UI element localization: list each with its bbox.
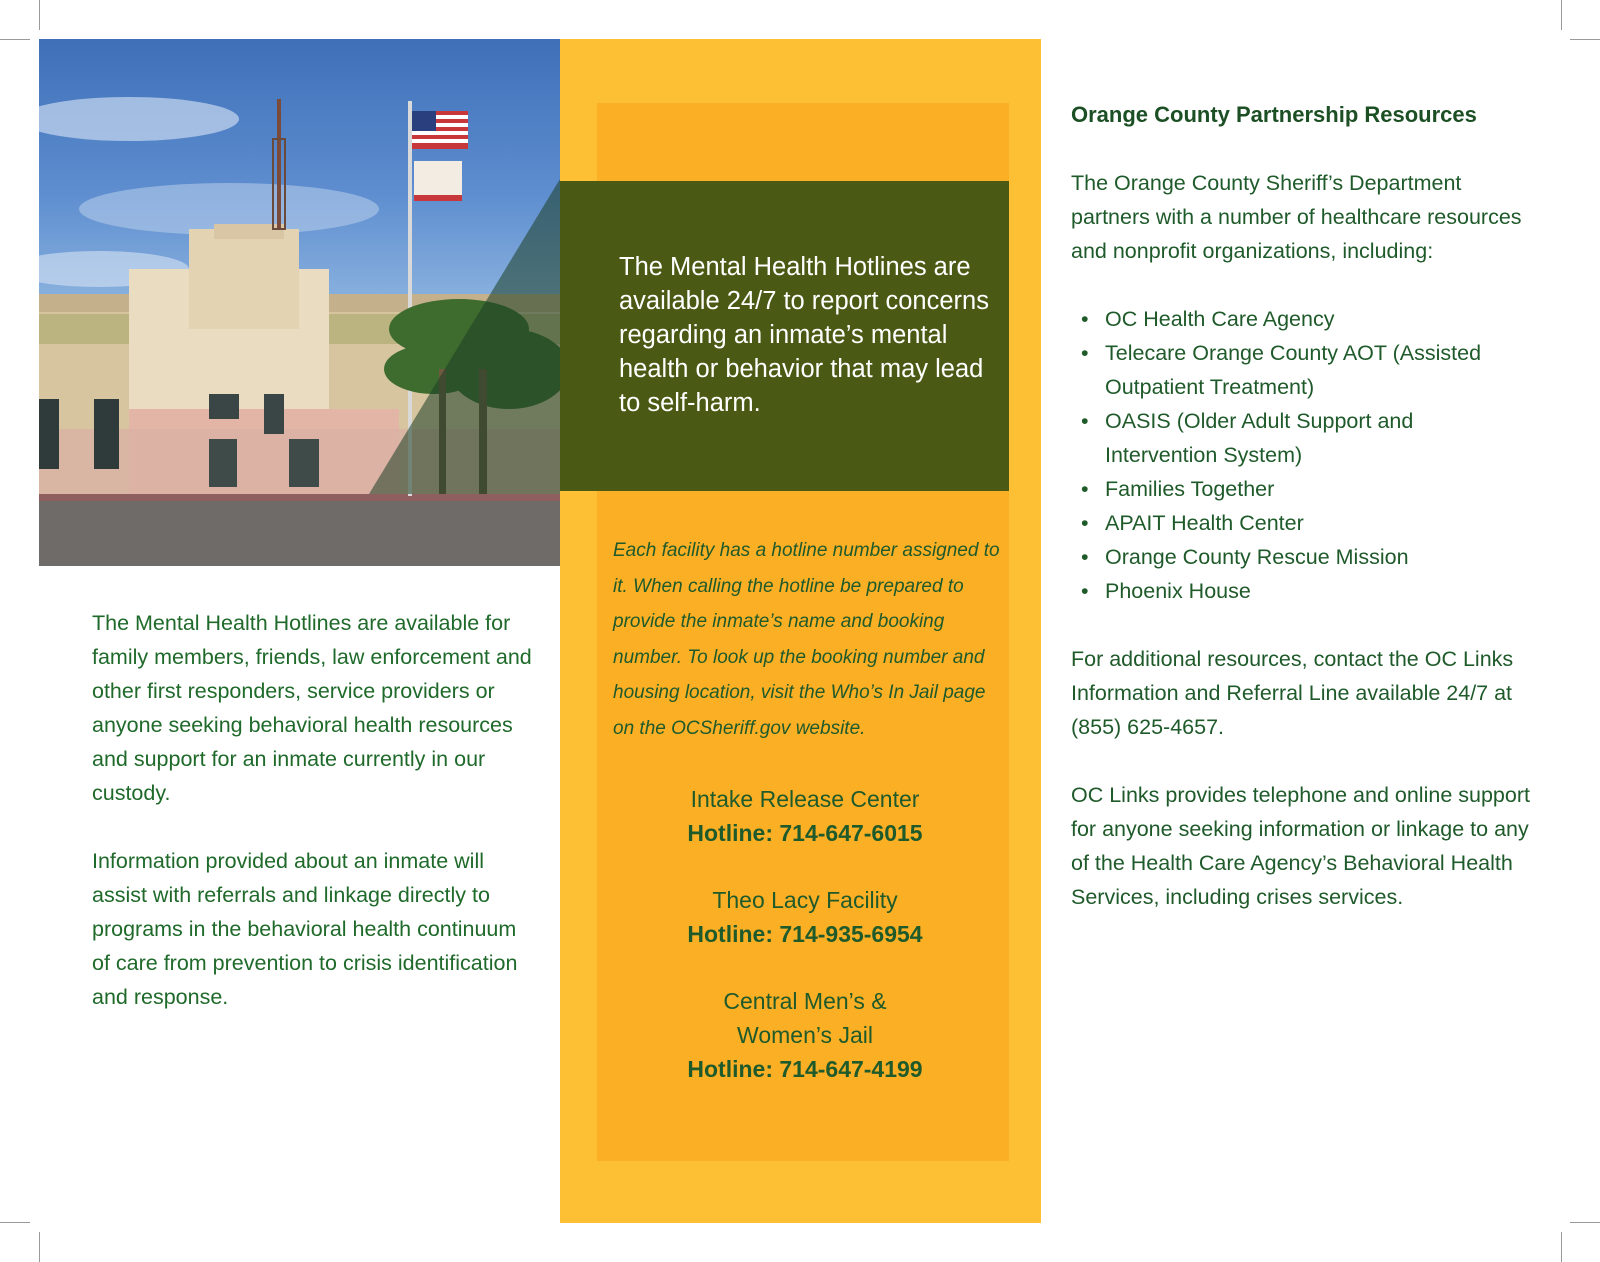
facility-name: Theo Lacy Facility [712,887,898,913]
facility-name: Central Men’s & Women’s Jail [723,988,887,1048]
crop-mark [1561,1232,1562,1262]
hotline-entry [613,883,997,951]
crop-mark [39,1232,40,1262]
facility-hotline-note: Each facility has a hotline number assigned to it. When calling the hotline be prepared to provide the inmate’s name and booking number. To look up the booking number and housing location, visit the Who’s In Jail page on the OCSheriff.gov website. [613,540,1000,739]
crop-mark [1570,1222,1600,1223]
list-item: • Orange County Rescue Mission [1105,540,1531,574]
additional-resources: For additional resources, contact the OC Links Information and Referral Line available 24/7 at (855) 625-4657. [1071,647,1514,739]
oc-links-description: OC Links provides telephone and online support for anyone seeking information or linkage to any of the Health Care Agency’s Behavioral Health Services, including crises services. [1071,783,1530,909]
hotline-number: Hotline: 714-935-6954 [687,921,923,947]
hotline-number: Hotline: 714-647-6015 [687,820,923,846]
partnership-intro: The Orange County Sheriff’s Department partners with a number of healthcare resources and nonprofit organizations, including: [1071,171,1522,263]
list-item: • Families Together [1105,472,1531,506]
crop-mark [39,0,40,30]
section-title: Orange County Partnership Resources [1071,102,1477,127]
resource-list [1071,302,1531,608]
partnership-resources [1071,98,1531,948]
list-item: • APAIT Health Center [1105,506,1531,540]
hotline-entry [613,782,997,850]
crop-mark [0,1222,30,1223]
referral-info-paragraph: Information provided about an inmate will assist with referrals and linkage directly to programs in the behavioral health continuum of care from prevention to crisis identification and response. [92,849,518,1009]
hotline-entry [613,984,997,1086]
hotline-list [613,782,997,1119]
hotline-callout: The Mental Health Hotlines are available 24/7 to report concerns regarding an inmate’s mental health or behavior that may lead to self-harm. [619,253,989,417]
hotline-audience-paragraph: The Mental Health Hotlines are available for family members, friends, law enforcement and other first responders, service providers or anyone seeking behavioral health resources and support for an inmate currently in our custody. [92,611,532,805]
list-item: • OC Health Care Agency [1105,302,1531,336]
crop-mark [0,39,30,40]
hotline-number: Hotline: 714-647-4199 [687,1056,923,1082]
facility-illustration [39,39,560,566]
left-column-text [92,606,532,1048]
list-item: • OASIS (Older Adult Support and Intervention System) [1105,404,1531,472]
crop-mark [1570,39,1600,40]
crop-mark [1561,0,1562,30]
facility-name: Intake Release Center [690,786,920,812]
list-item: • Telecare Orange County AOT (Assisted Outpatient Treatment) [1105,336,1531,404]
facility-photo [39,39,560,566]
list-item: • Phoenix House [1105,574,1531,608]
